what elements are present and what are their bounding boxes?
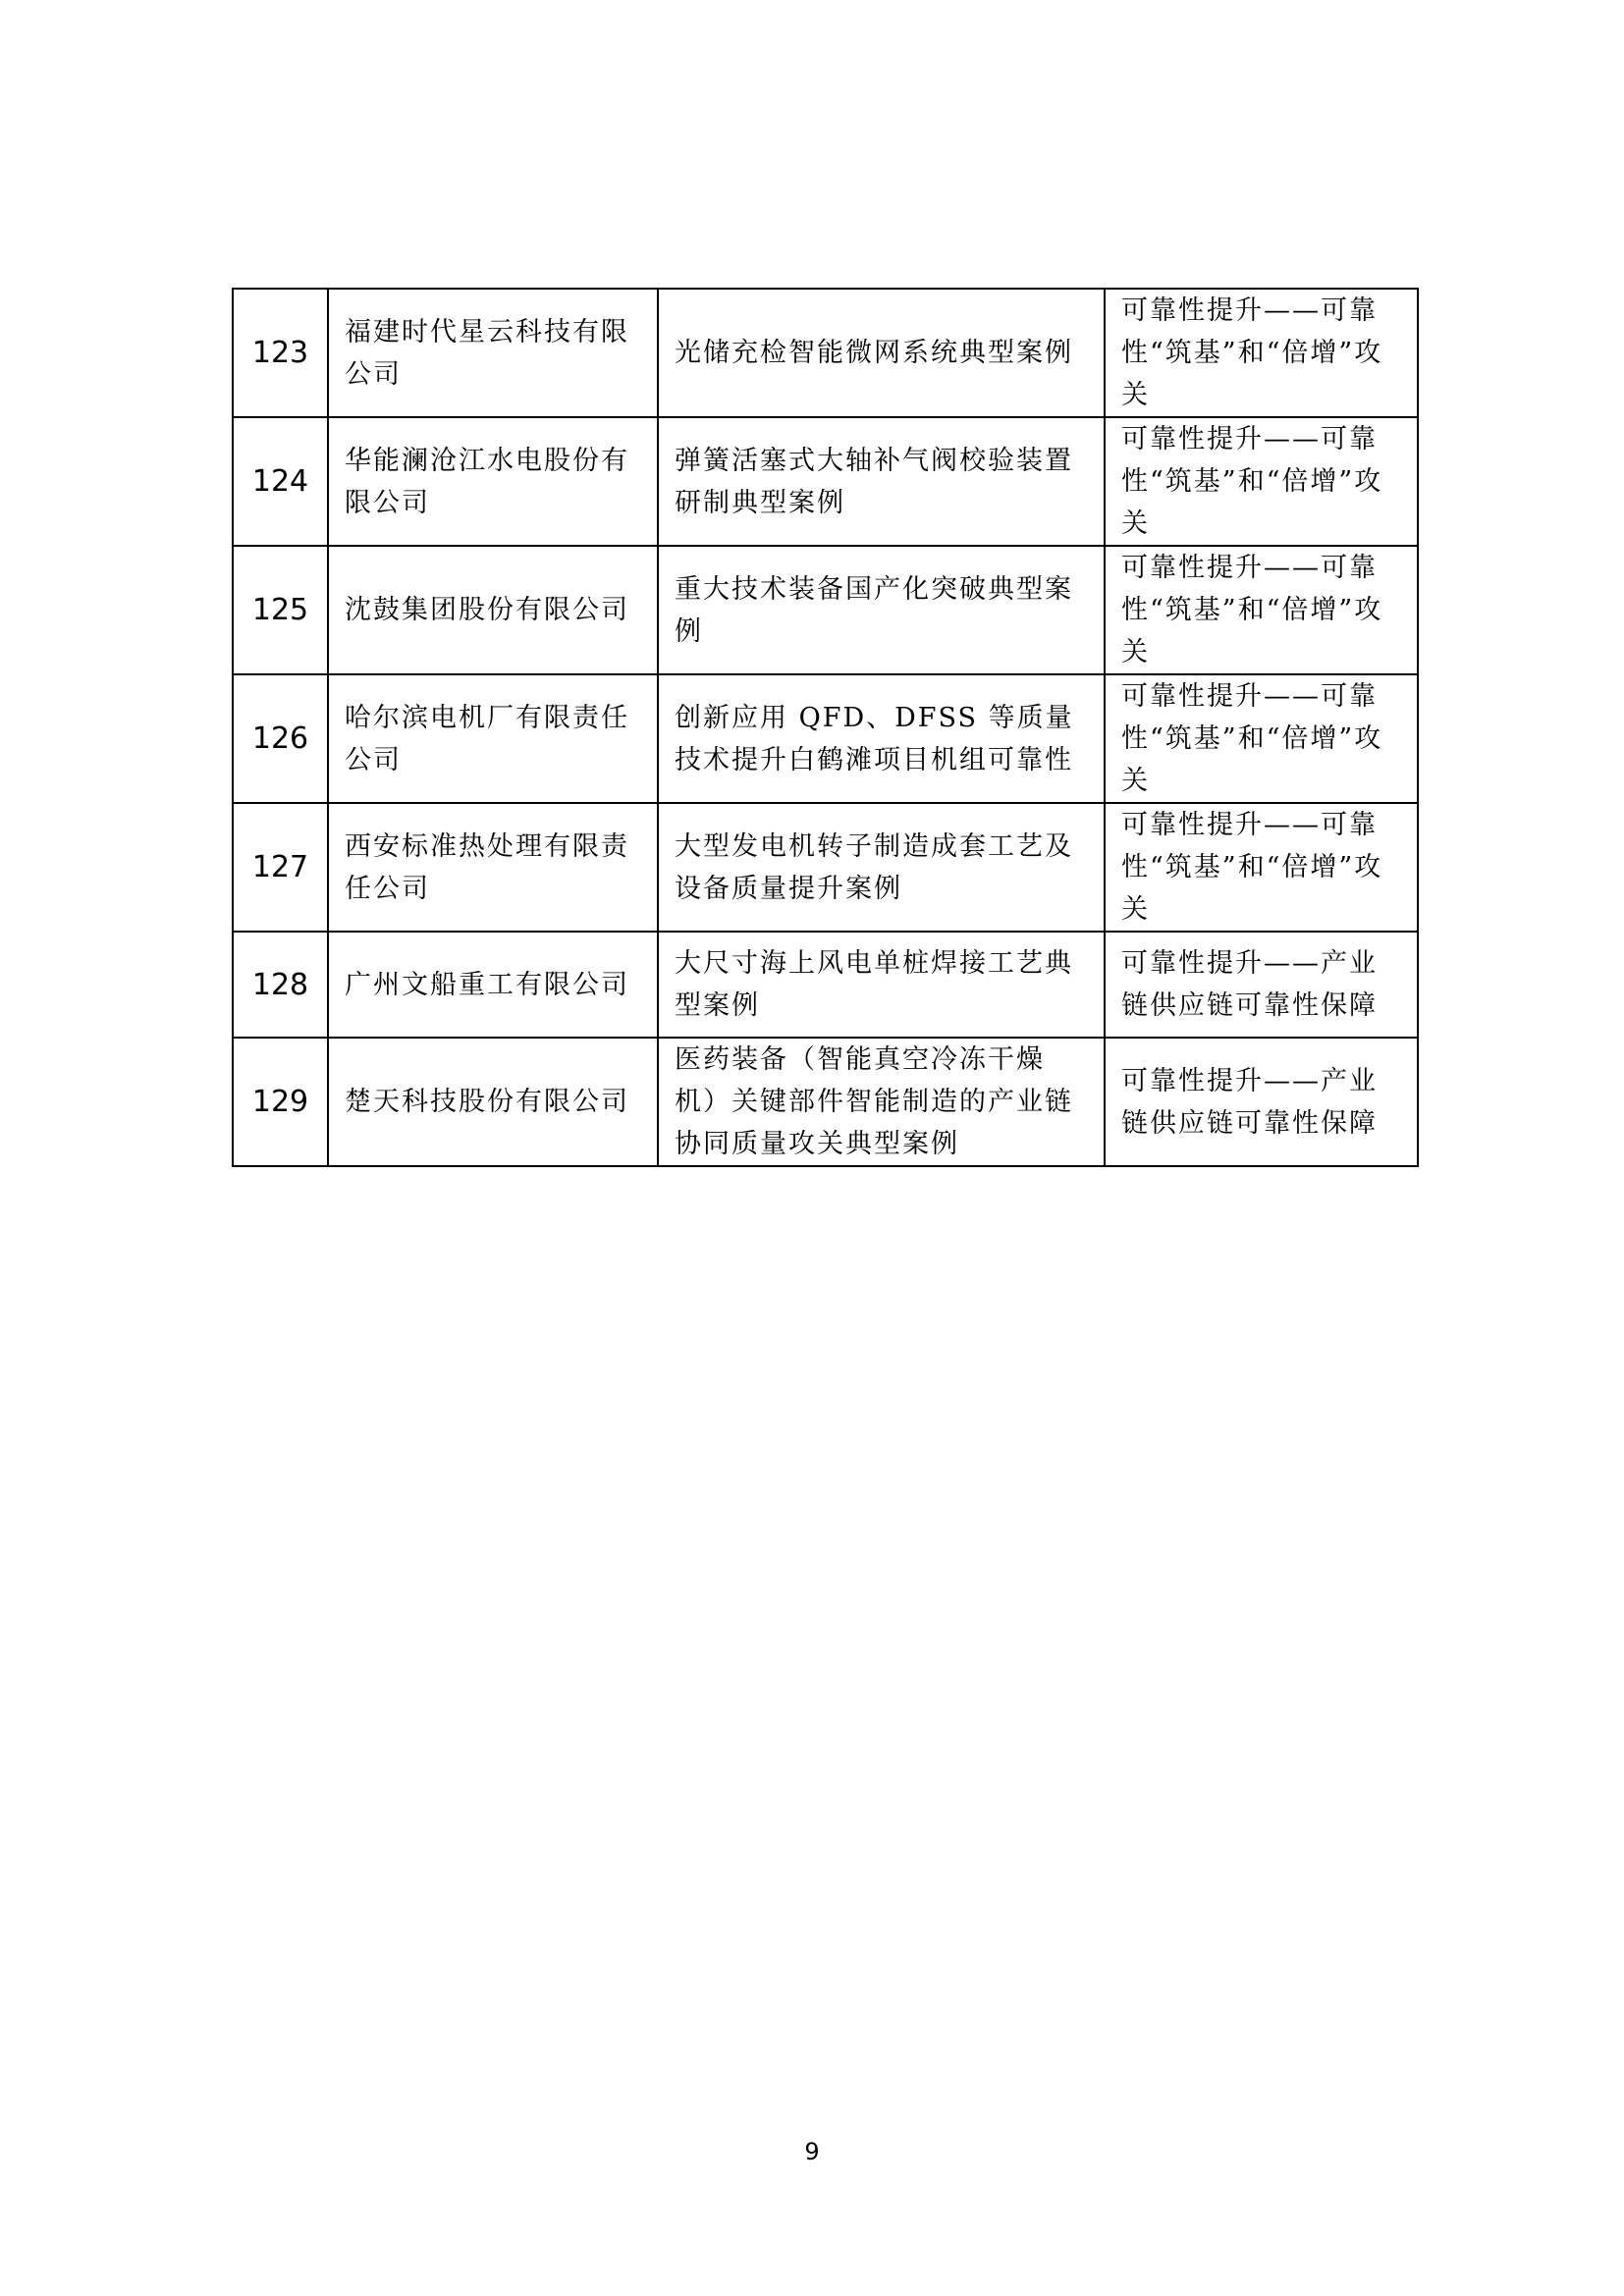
row-number: 123 bbox=[233, 289, 328, 417]
case-category: 可靠性提升——可靠性“筑基”和“倍增”攻关 bbox=[1105, 417, 1418, 546]
company-name: 楚天科技股份有限公司 bbox=[328, 1038, 658, 1166]
page-number: 9 bbox=[804, 2138, 820, 2165]
table-row bbox=[233, 674, 1418, 803]
case-title: 大尺寸海上风电单桩焊接工艺典型案例 bbox=[658, 932, 1105, 1038]
company-name: 西安标准热处理有限责任公司 bbox=[328, 803, 658, 932]
row-number: 129 bbox=[233, 1038, 328, 1166]
row-number: 124 bbox=[233, 417, 328, 546]
table-row bbox=[233, 803, 1418, 932]
table-row bbox=[233, 1038, 1418, 1166]
company-name: 沈鼓集团股份有限公司 bbox=[328, 546, 658, 674]
case-title: 创新应用 QFD、DFSS 等质量技术提升白鹤滩项目机组可靠性 bbox=[658, 674, 1105, 803]
case-category: 可靠性提升——产业链供应链可靠性保障 bbox=[1105, 932, 1418, 1038]
table-row bbox=[233, 546, 1418, 674]
company-name: 华能澜沧江水电股份有限公司 bbox=[328, 417, 658, 546]
row-number: 128 bbox=[233, 932, 328, 1038]
company-name: 福建时代星云科技有限公司 bbox=[328, 289, 658, 417]
case-category: 可靠性提升——可靠性“筑基”和“倍增”攻关 bbox=[1105, 546, 1418, 674]
case-category: 可靠性提升——产业链供应链可靠性保障 bbox=[1105, 1038, 1418, 1166]
row-number: 125 bbox=[233, 546, 328, 674]
case-category: 可靠性提升——可靠性“筑基”和“倍增”攻关 bbox=[1105, 674, 1418, 803]
case-title: 弹簧活塞式大轴补气阀校验装置研制典型案例 bbox=[658, 417, 1105, 546]
case-title: 大型发电机转子制造成套工艺及设备质量提升案例 bbox=[658, 803, 1105, 932]
case-title: 医药装备（智能真空冷冻干燥机）关键部件智能制造的产业链协同质量攻关典型案例 bbox=[658, 1038, 1105, 1166]
case-category: 可靠性提升——可靠性“筑基”和“倍增”攻关 bbox=[1105, 803, 1418, 932]
table-row bbox=[233, 932, 1418, 1038]
case-list-table bbox=[232, 288, 1419, 1167]
case-title: 重大技术装备国产化突破典型案例 bbox=[658, 546, 1105, 674]
row-number: 126 bbox=[233, 674, 328, 803]
table-row bbox=[233, 289, 1418, 417]
case-title: 光储充检智能微网系统典型案例 bbox=[658, 289, 1105, 417]
company-name: 哈尔滨电机厂有限责任公司 bbox=[328, 674, 658, 803]
table-row bbox=[233, 417, 1418, 546]
row-number: 127 bbox=[233, 803, 328, 932]
case-category: 可靠性提升——可靠性“筑基”和“倍增”攻关 bbox=[1105, 289, 1418, 417]
company-name: 广州文船重工有限公司 bbox=[328, 932, 658, 1038]
